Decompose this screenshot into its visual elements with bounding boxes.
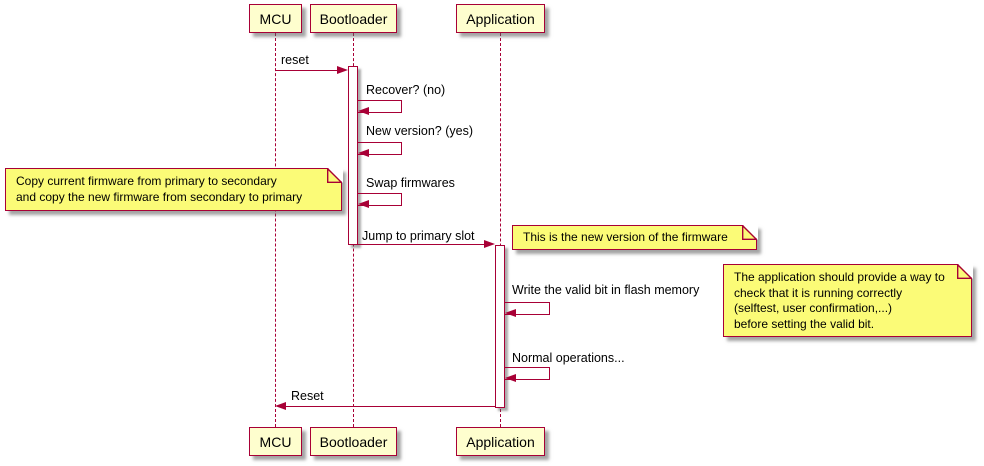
message-label: Jump to primary slot xyxy=(362,229,475,243)
activation-bar-bootloader xyxy=(348,66,358,245)
note-selftest xyxy=(723,264,972,337)
participant-label: Application xyxy=(466,10,535,27)
participant-application-top xyxy=(456,4,545,33)
note-new-firmware-version xyxy=(512,225,757,250)
participant-mcu-top xyxy=(249,4,302,33)
message-label: New version? (yes) xyxy=(366,124,473,138)
message-label: reset xyxy=(281,53,309,67)
message-label: Normal operations... xyxy=(512,351,625,365)
arrowhead-left-icon xyxy=(505,309,516,317)
message-line xyxy=(357,244,485,245)
message-line xyxy=(276,70,340,71)
note-text-line: and copy the new firmware from secondary to primary xyxy=(16,189,303,204)
note-text-line: (selftest, user confirmation,...) xyxy=(734,301,893,315)
arrowhead-right-icon xyxy=(484,240,495,248)
arrowhead-left-icon xyxy=(505,374,516,382)
message-label: Swap firmwares xyxy=(366,176,455,190)
note-text-line: This is the new version of the firmware xyxy=(523,230,728,244)
note-text-line: check that it is running correctly xyxy=(734,285,903,300)
message-label: Recover? (no) xyxy=(366,83,446,97)
note-text-line: The application should provide a way to xyxy=(734,270,945,284)
activation-bar-application xyxy=(495,245,505,408)
arrowhead-right-icon xyxy=(337,66,348,74)
note-copy-firmware xyxy=(5,168,342,211)
lifeline-mcu xyxy=(275,33,276,427)
message-label: Write the valid bit in flash memory xyxy=(512,283,700,297)
message-label: Reset xyxy=(291,389,324,403)
arrowhead-left-icon xyxy=(358,107,369,115)
participant-label: MCU xyxy=(259,10,292,27)
note-fold-icon xyxy=(327,168,342,183)
arrowhead-left-icon xyxy=(358,149,369,157)
participant-bootloader-top xyxy=(310,4,397,33)
participant-label: Bootloader xyxy=(319,10,388,27)
arrowhead-left-icon xyxy=(275,402,286,410)
note-fold-icon xyxy=(742,225,757,240)
participant-label: Application xyxy=(466,433,535,450)
note-text-line: Copy current firmware from primary to secondary xyxy=(16,174,277,188)
arrowhead-left-icon xyxy=(358,200,369,208)
participant-label: MCU xyxy=(259,433,292,450)
note-text-line: before setting the valid bit. xyxy=(734,316,875,331)
note-fold-icon xyxy=(957,264,972,279)
participant-bootloader-bottom xyxy=(310,427,397,456)
participant-label: Bootloader xyxy=(319,433,388,450)
participant-mcu-bottom xyxy=(249,427,302,456)
participant-application-bottom xyxy=(456,427,545,456)
message-line xyxy=(279,406,495,407)
